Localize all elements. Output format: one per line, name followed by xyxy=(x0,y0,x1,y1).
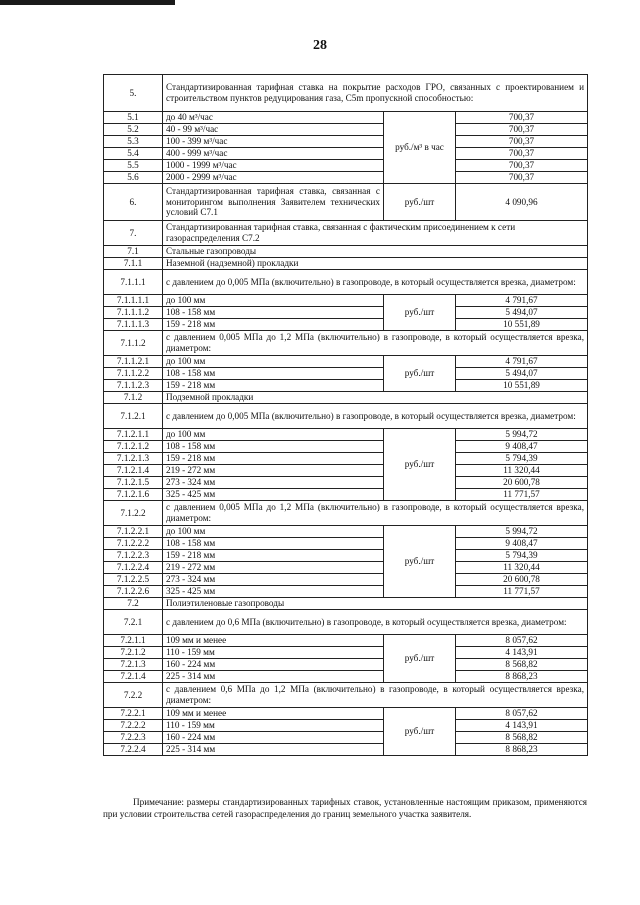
row-number: 7.1.1.1 xyxy=(104,270,163,295)
table-row xyxy=(104,356,588,368)
row-number: 7.1.2.1.4 xyxy=(104,465,163,477)
row-number: 7.1.1 xyxy=(104,258,163,270)
row-number: 7.1.1.1.1 xyxy=(104,295,163,307)
row-number: 7.1.1.2.2 xyxy=(104,368,163,380)
row-description: Полиэтиленовые газопроводы xyxy=(163,598,588,610)
row-description: Стандартизированная тарифная ставка, связанная с мониторингом выполнения Заявителем технических условий C7.1 xyxy=(163,184,384,221)
row-description: 159 - 218 мм xyxy=(163,380,384,392)
row-description: 400 - 999 м³/час xyxy=(163,148,384,160)
page-number: 28 xyxy=(313,38,327,53)
row-value: 8 868,23 xyxy=(456,671,588,683)
row-value: 4 143,91 xyxy=(456,720,588,732)
row-description: 108 - 158 мм xyxy=(163,307,384,319)
table-row xyxy=(104,136,588,148)
row-number: 5.2 xyxy=(104,124,163,136)
row-number: 7. xyxy=(104,221,163,246)
row-value: 700,37 xyxy=(456,136,588,148)
row-value: 8 568,82 xyxy=(456,659,588,671)
row-description: Стандартизированная тарифная ставка, связанная с фактическим присоединением к сети газораспределения C7.2 xyxy=(163,221,588,246)
row-number: 7.1.2.2.6 xyxy=(104,586,163,598)
row-value: 700,37 xyxy=(456,148,588,160)
row-number: 7.1.2.2.3 xyxy=(104,550,163,562)
row-value: 20 600,78 xyxy=(456,574,588,586)
table-row xyxy=(104,586,588,598)
row-value: 5 494,07 xyxy=(456,368,588,380)
row-value: 5 794,39 xyxy=(456,550,588,562)
row-description: с давлением до 0,005 МПа (включительно) в газопроводе, в который осуществляется врезка, диаметром: xyxy=(163,270,588,295)
row-description: 108 - 158 мм xyxy=(163,441,384,453)
table-row xyxy=(104,270,588,295)
scan-edge-mark xyxy=(0,0,175,5)
row-value: 10 551,89 xyxy=(456,380,588,392)
row-number: 7.1.1.2.3 xyxy=(104,380,163,392)
row-value: 5 994,72 xyxy=(456,429,588,441)
row-unit: руб./шт xyxy=(384,295,456,331)
row-number: 7.2.1 xyxy=(104,610,163,635)
row-number: 7.2.1.3 xyxy=(104,659,163,671)
row-value: 4 791,67 xyxy=(456,295,588,307)
row-description: 40 - 99 м³/час xyxy=(163,124,384,136)
table-row xyxy=(104,441,588,453)
row-number: 7.1.2.1.6 xyxy=(104,489,163,501)
row-value: 8 868,23 xyxy=(456,744,588,756)
row-description: 110 - 159 мм xyxy=(163,647,384,659)
row-value: 4 791,67 xyxy=(456,356,588,368)
row-unit: руб./м³ в час xyxy=(384,112,456,184)
table-row xyxy=(104,112,588,124)
table-row xyxy=(104,319,588,331)
table-row xyxy=(104,465,588,477)
row-number: 7.1.2.1.2 xyxy=(104,441,163,453)
table-row xyxy=(104,429,588,441)
row-description: 109 мм и менее xyxy=(163,635,384,647)
table-row xyxy=(104,477,588,489)
row-number: 5.3 xyxy=(104,136,163,148)
table-row xyxy=(104,635,588,647)
table-row xyxy=(104,683,588,708)
table-row xyxy=(104,221,588,246)
row-description: 219 - 272 мм xyxy=(163,465,384,477)
row-number: 7.1.2.2.4 xyxy=(104,562,163,574)
row-number: 7.1.2.2.2 xyxy=(104,538,163,550)
row-description: до 40 м³/час xyxy=(163,112,384,124)
row-number: 7.1.1.1.2 xyxy=(104,307,163,319)
row-description: до 100 мм xyxy=(163,526,384,538)
table-row xyxy=(104,368,588,380)
row-description: 160 - 224 мм xyxy=(163,659,384,671)
table-row xyxy=(104,453,588,465)
row-description: с давлением до 0,005 МПа (включительно) в газопроводе, в который осуществляется врезка, диаметром: xyxy=(163,404,588,429)
row-unit: руб./шт xyxy=(384,526,456,598)
row-description: 1000 - 1999 м³/час xyxy=(163,160,384,172)
table-row xyxy=(104,160,588,172)
row-description: 273 - 324 мм xyxy=(163,477,384,489)
footnote: Примечание: размеры стандартизированных тарифных ставок, установленные настоящим приказом, применяются при условии строительства сетей газораспределения до границ земельного участка заявителя. xyxy=(103,797,587,819)
table-row xyxy=(104,124,588,136)
table-row xyxy=(104,75,588,112)
row-unit: руб./шт xyxy=(384,184,456,221)
table-row xyxy=(104,526,588,538)
row-description: 159 - 218 мм xyxy=(163,453,384,465)
row-value: 11 771,57 xyxy=(456,489,588,501)
row-value: 8 057,62 xyxy=(456,708,588,720)
row-number: 7.1.2.1.1 xyxy=(104,429,163,441)
row-description: 100 - 399 м³/час xyxy=(163,136,384,148)
table-row xyxy=(104,550,588,562)
row-description: Стандартизированная тарифная ставка на покрытие расходов ГРО, связанных с проектированием и строительством пунктов редуцирования газа, C5m пропускной способностью: xyxy=(163,75,588,112)
row-value: 11 320,44 xyxy=(456,562,588,574)
row-description: 109 мм и менее xyxy=(163,708,384,720)
row-number: 7.1.1.2.1 xyxy=(104,356,163,368)
row-unit: руб./шт xyxy=(384,635,456,683)
table-row xyxy=(104,732,588,744)
table-row xyxy=(104,598,588,610)
row-number: 7.2.1.4 xyxy=(104,671,163,683)
row-number: 7.1.1.2 xyxy=(104,331,163,356)
row-value: 8 568,82 xyxy=(456,732,588,744)
row-description: 2000 - 2999 м³/час xyxy=(163,172,384,184)
row-description: Стальные газопроводы xyxy=(163,246,588,258)
table-row xyxy=(104,501,588,526)
row-value: 700,37 xyxy=(456,124,588,136)
row-description: с давлением 0,005 МПа до 1,2 МПа (включительно) в газопроводе, в который осуществляется врезка, диаметром: xyxy=(163,331,588,356)
row-description: Подземной прокладки xyxy=(163,392,588,404)
row-description: до 100 мм xyxy=(163,356,384,368)
row-value: 9 408,47 xyxy=(456,538,588,550)
row-description: 219 - 272 мм xyxy=(163,562,384,574)
table-row xyxy=(104,258,588,270)
row-number: 7.1.2.1.3 xyxy=(104,453,163,465)
row-value: 11 771,57 xyxy=(456,586,588,598)
row-value: 5 994,72 xyxy=(456,526,588,538)
row-number: 7.2.2 xyxy=(104,683,163,708)
row-number: 7.2.1.2 xyxy=(104,647,163,659)
row-number: 5.6 xyxy=(104,172,163,184)
row-number: 6. xyxy=(104,184,163,221)
table-row xyxy=(104,659,588,671)
row-value: 700,37 xyxy=(456,172,588,184)
row-number: 7.2.2.1 xyxy=(104,708,163,720)
row-unit: руб./шт xyxy=(384,429,456,501)
row-value: 5 494,07 xyxy=(456,307,588,319)
row-description: 325 - 425 мм xyxy=(163,586,384,598)
row-description: 225 - 314 мм xyxy=(163,671,384,683)
row-number: 7.1.1.1.3 xyxy=(104,319,163,331)
row-number: 7.1.2.1 xyxy=(104,404,163,429)
row-value: 10 551,89 xyxy=(456,319,588,331)
row-description: до 100 мм xyxy=(163,295,384,307)
row-value: 4 090,96 xyxy=(456,184,588,221)
row-description: 159 - 218 мм xyxy=(163,550,384,562)
table-row xyxy=(104,392,588,404)
row-description: 160 - 224 мм xyxy=(163,732,384,744)
table-row xyxy=(104,184,588,221)
table-row xyxy=(104,647,588,659)
table-row xyxy=(104,610,588,635)
row-number: 7.1.2.2.5 xyxy=(104,574,163,586)
table-row xyxy=(104,489,588,501)
row-unit: руб./шт xyxy=(384,356,456,392)
row-description: с давлением 0,005 МПа до 1,2 МПа (включительно) в газопроводе, в который осуществляется врезка, диаметром: xyxy=(163,501,588,526)
table-row xyxy=(104,562,588,574)
row-value: 20 600,78 xyxy=(456,477,588,489)
table-row xyxy=(104,295,588,307)
row-description: с давлением до 0,6 МПа (включительно) в газопроводе, в который осуществляется врезка, диаметром: xyxy=(163,610,588,635)
row-value: 700,37 xyxy=(456,160,588,172)
row-description: 110 - 159 мм xyxy=(163,720,384,732)
row-description: 273 - 324 мм xyxy=(163,574,384,586)
table-row xyxy=(104,331,588,356)
row-number: 7.1.2.2 xyxy=(104,501,163,526)
row-description: 225 - 314 мм xyxy=(163,744,384,756)
row-number: 7.2.2.2 xyxy=(104,720,163,732)
row-number: 5.5 xyxy=(104,160,163,172)
row-value: 4 143,91 xyxy=(456,647,588,659)
row-description: 325 - 425 мм xyxy=(163,489,384,501)
table-row xyxy=(104,708,588,720)
table-row xyxy=(104,246,588,258)
table-row xyxy=(104,538,588,550)
table-row xyxy=(104,172,588,184)
row-number: 7.1 xyxy=(104,246,163,258)
row-number: 7.1.2.1.5 xyxy=(104,477,163,489)
row-number: 7.1.2 xyxy=(104,392,163,404)
table-row xyxy=(104,404,588,429)
row-description: 159 - 218 мм xyxy=(163,319,384,331)
row-value: 5 794,39 xyxy=(456,453,588,465)
row-description: с давлением 0,6 МПа до 1,2 МПа (включительно) в газопроводе, в который осуществляется врезка, диаметром: xyxy=(163,683,588,708)
table-row xyxy=(104,574,588,586)
row-description: 108 - 158 мм xyxy=(163,368,384,380)
row-number: 7.2 xyxy=(104,598,163,610)
row-value: 11 320,44 xyxy=(456,465,588,477)
row-description: до 100 мм xyxy=(163,429,384,441)
row-number: 5.4 xyxy=(104,148,163,160)
table-row xyxy=(104,307,588,319)
row-number: 7.2.1.1 xyxy=(104,635,163,647)
row-unit: руб./шт xyxy=(384,708,456,756)
table-row xyxy=(104,744,588,756)
row-number: 5. xyxy=(104,75,163,112)
row-description: Наземной (надземной) прокладки xyxy=(163,258,588,270)
table-row xyxy=(104,148,588,160)
row-value: 9 408,47 xyxy=(456,441,588,453)
row-number: 7.1.2.2.1 xyxy=(104,526,163,538)
row-number: 7.2.2.3 xyxy=(104,732,163,744)
row-description: 108 - 158 мм xyxy=(163,538,384,550)
row-value: 8 057,62 xyxy=(456,635,588,647)
row-value: 700,37 xyxy=(456,112,588,124)
tariff-table xyxy=(103,74,588,756)
table-row xyxy=(104,720,588,732)
row-number: 5.1 xyxy=(104,112,163,124)
table-row xyxy=(104,380,588,392)
row-number: 7.2.2.4 xyxy=(104,744,163,756)
table-row xyxy=(104,671,588,683)
